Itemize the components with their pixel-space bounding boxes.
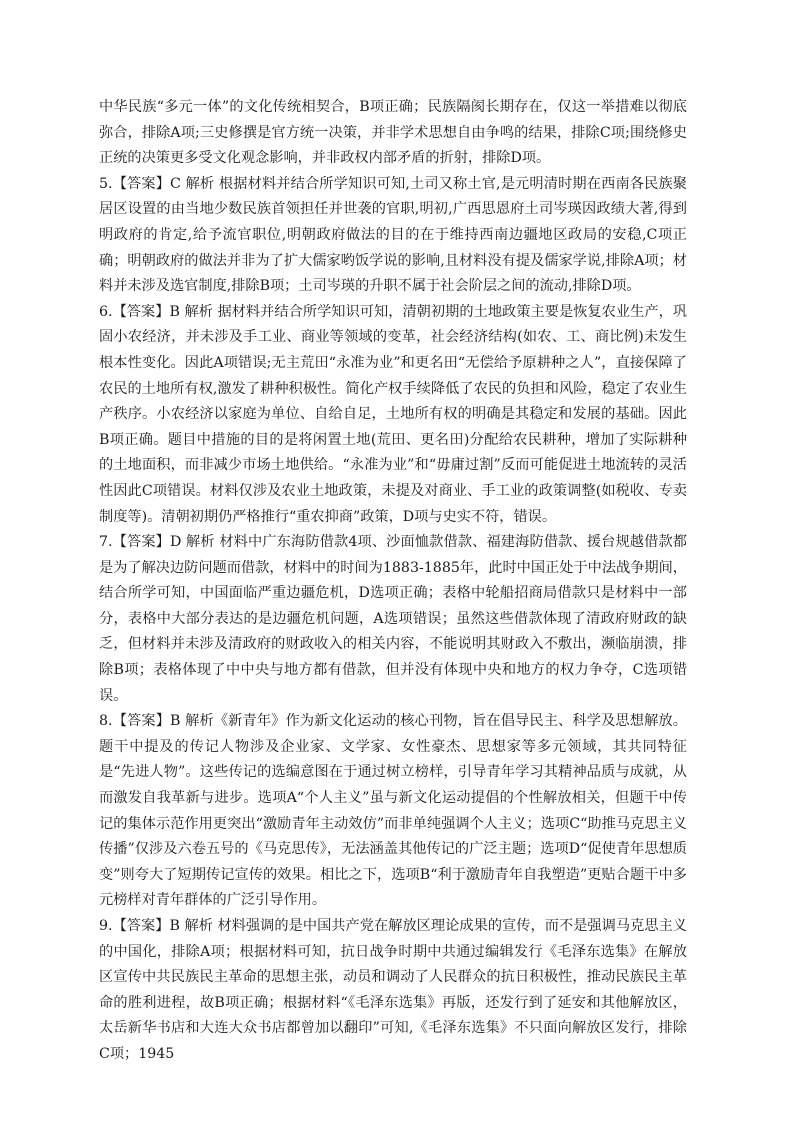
answer-9-paragraph: 9.【答案】B 解析 材料强调的是中国共产党在解放区理论成果的宣传，而不是强调马克思主义的中国化，排除A项；根据材料可知，抗日战争时期中共通过编辑发行《毛泽东选集》在解放区宣传中共民族民主革命的思想主张，动员和调动了人民群众的抗日积极性，推动民族民主革命的胜利进程，故B项正确；根据材料“《毛泽东选集》再版，还发行到了延安和其他解放区，太岳新华书店和大连大众书店都曾加以翻印”可知,《毛泽东选集》不只面向解放区发行，排除C项；1945 — [99, 918, 687, 1062]
answer-5-paragraph: 5.【答案】C 解析 根据材料并结合所学知识可知,土司又称土官,是元明清时期在西南各民族聚居区设置的由当地少数民族首领担任并世袭的官职,明初,广西思恩府土司岑瑛因政绩大著,得到明政府的肯定,给予流官职位,明朝政府做法的目的在于维持西南边疆地区政局的安稳,C项正确；明朝政府的做法并非为了扩大儒家哟饭学说的影响,且材料没有提及儒家学说,排除A项；材料并未涉及选官制度,排除B项；土司岑瑛的升职不属于社会阶层之间的流动,排除D项。 — [99, 175, 687, 295]
answer-8-paragraph: 8.【答案】B 解析《新青年》作为新文化运动的核心刊物，旨在倡导民主、科学及思想解放。题干中提及的传记人物涉及企业家、文学家、女性豪杰、思想家等多元领域，其共同特征是“先进人物”。这些传记的选编意图在于通过树立榜样，引导青年学习其精神品质与成就，从而激发自我革新与进步。选项A“个人主义”虽与新文化运动提倡的个性解放相关，但题干中传记的集体示范作用更突出“激励青年主动效仿”而非单纯强调个人主义；选项C“助推马克思主义传播”仅涉及六卷五号的《马克思传》，无法涵盖其他传记的广泛主题；选项D“促使青年思想质变”则夸大了短期传记宣传的效果。相比之下，选项B“利于激励青年自我塑造”更贴合题干中多元榜样对青年群体的广泛引导作用。 — [99, 713, 687, 909]
answer-7-paragraph: 7.【答案】D 解析 材料中广东海防借款4项、沙面恤款借款、福建海防借款、援台规越借款都是为了解决边防问题而借款，材料中的时间为1883-1885年，此时中国正处于中法战争期间，结合所学可知，中国面临严重边疆危机，D选项正确；表格中轮船招商局借款只是材料中一部分，表格中大部分表达的是边疆危机问题，A选项错误；虽然这些借款体现了清政府财政的缺乏，但材料并未涉及清政府的财政收入的相关内容，不能说明其财政入不敷出，濒临崩溃，排除B项；表格体现了中中央与地方都有借款，但并没有体现中央和地方的权力争夺，C选项错误。 — [99, 534, 687, 704]
answer-6-paragraph: 6.【答案】B 解析 据材料并结合所学知识可知，清朝初期的土地政策主要是恢复农业生产，巩固小农经济，并未涉及手工业、商业等领域的变革，社会经济结构(如农、工、商比例)未发生根本性变化。因此A项错误;无主荒田“永准为业”和更名田“无偿给予原耕种之人”，直接保障了农民的土地所有权,激发了耕种积极性。简化产权手续降低了农民的负担和风险，稳定了农业生产秩序。小农经济以家庭为单位、自给自足，土地所有权的明确是其稳定和发展的基础。因此B项正确。题目中措施的目的是将闲置土地(荒田、更名田)分配给农民耕种，增加了实际耕种的土地面积，而非减少市场土地供给。“永准为业”和“毋庸过割”反而可能促进土地流转的灵活性因此C项错误。材料仅涉及农业土地政策，未提及对商业、手工业的政策调整(如税收、专卖制度等)。清朝初期仍严格推行“重农抑商”政策，D项与史实不符，错误。 — [99, 303, 687, 525]
document-body — [99, 95, 687, 1068]
paragraph-continuation: 中华民族“多元一体”的文化传统相契合，B项正确；民族隔阂长期存在，仅这一举措难以彻底弥合，排除A项;三史修撰是官方统一决策，并非学术思想自由争鸣的结果，排除C项;围绕修史正统的决策更多受文化观念影响，并非政权内部矛盾的折射，排除D项。 — [99, 99, 687, 167]
